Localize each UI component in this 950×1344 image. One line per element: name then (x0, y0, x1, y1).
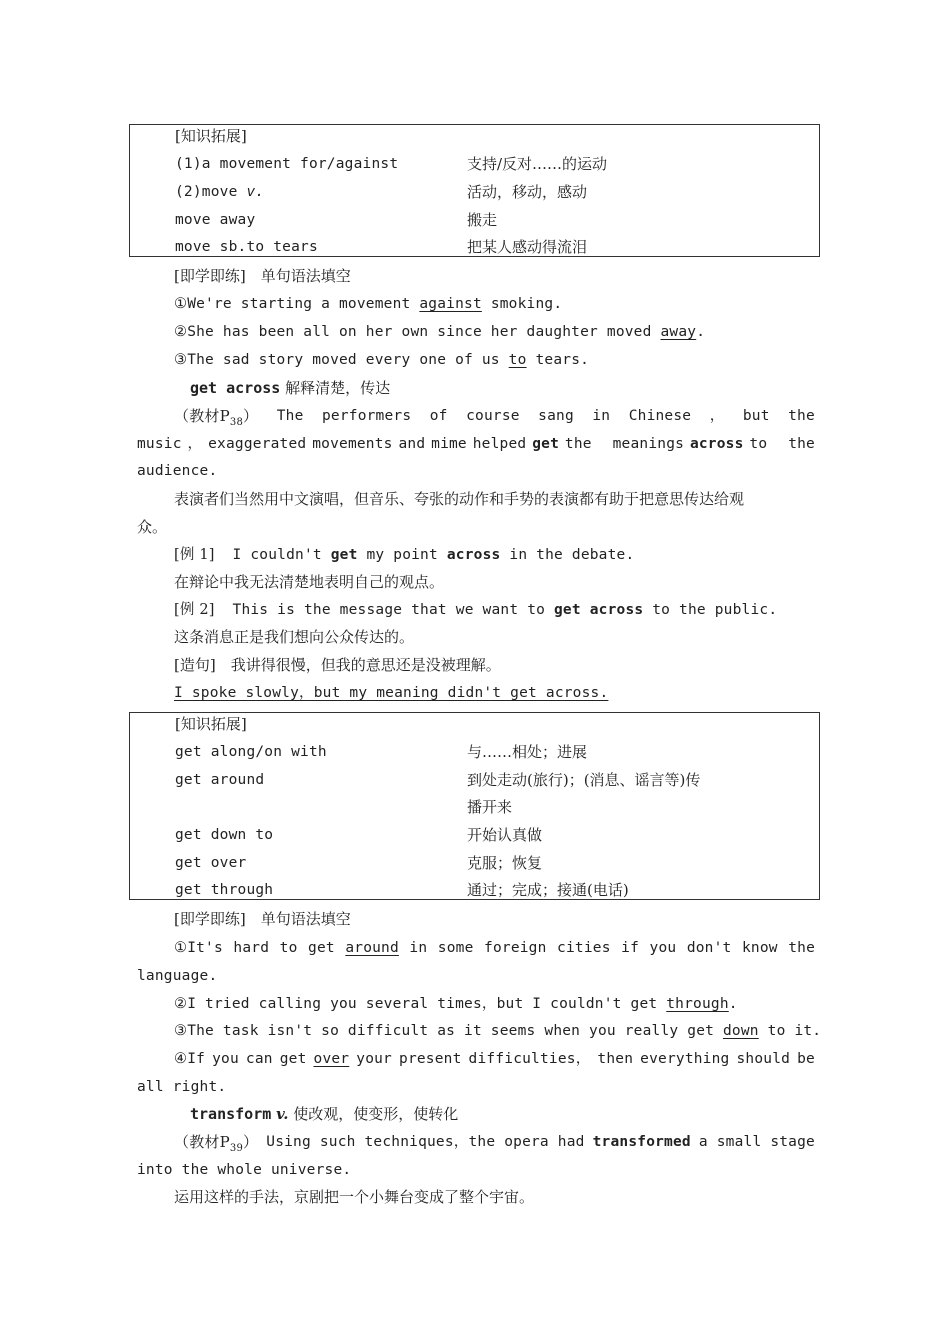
box-term (175, 178, 264, 206)
term-text: (2)move (175, 184, 247, 200)
entry-heading (190, 1100, 868, 1128)
keyword: get across (554, 602, 644, 618)
word: some (437, 940, 474, 956)
word: you (649, 940, 677, 956)
source-sentence-line (137, 430, 815, 458)
item-text: to it. (758, 1023, 822, 1039)
keyword: get (330, 547, 358, 563)
translation: 众。 (137, 518, 168, 536)
keyword: across (446, 547, 501, 563)
practice-item (174, 290, 815, 318)
word: the meanings (564, 436, 685, 452)
word: helped (472, 436, 527, 452)
item-text: tears. (526, 352, 590, 368)
text: my point (357, 547, 447, 563)
answer-blank: around (345, 940, 399, 956)
text: to the public. (643, 602, 778, 618)
practice-item (174, 346, 815, 374)
make-label: [造句] (174, 656, 216, 674)
box-term: get over (175, 855, 247, 871)
box-term: get down to (175, 827, 274, 843)
keyword: get (532, 436, 560, 452)
word: course (466, 408, 520, 424)
word: to (279, 940, 298, 956)
word: hard (233, 940, 270, 956)
word: ， (709, 408, 725, 424)
text: Using such techniques，the opera had (266, 1134, 585, 1150)
example-sentence (174, 541, 815, 569)
box-meaning: 开始认真做 (467, 826, 543, 844)
practice-title: [即学即练] 单句语法填空 (174, 910, 351, 928)
box-term: get through (175, 882, 274, 898)
practice-item (174, 990, 815, 1018)
text: I couldn't (214, 547, 331, 563)
word: you (212, 1051, 239, 1067)
answer-blank: away (660, 324, 697, 340)
keyword: across (689, 436, 744, 452)
word: Chinese (628, 408, 692, 424)
box-term: (1)a movement for/against (175, 156, 399, 172)
practice-item (174, 1045, 815, 1073)
answer-blank: through (666, 996, 729, 1012)
answer-blank: against (419, 296, 482, 312)
practice-title: [即学即练] 单句语法填空 (174, 267, 351, 285)
word: movements (312, 436, 393, 452)
example-translation: 在辩论中我无法清楚地表明自己的观点。 (174, 573, 445, 591)
word: exaggerated (208, 436, 307, 452)
translation: 运用这样的手法，京剧把一个小舞台变成了整个宇宙。 (174, 1188, 535, 1206)
make-answer: I spoke slowly，but my meaning didn't get across. (174, 685, 609, 701)
text: This is the message that we want to (214, 602, 554, 618)
practice-item-continued: all right. (137, 1079, 227, 1095)
knowledge-box-1 (129, 124, 820, 257)
box-meaning: 把某人感动得流泪 (467, 238, 588, 256)
word: and (398, 436, 426, 452)
item-text: ②I tried calling you several times，but I couldn't get (174, 996, 667, 1012)
word: to the (749, 436, 815, 452)
practice-item-continued: language. (137, 968, 218, 984)
box-meaning: 搬走 (467, 211, 498, 229)
box-title: [知识拓展] (175, 127, 247, 145)
word: of (429, 408, 448, 424)
item-text: . (696, 324, 706, 340)
translation: 表演者们当然用中文演唱，但音乐、夸张的动作和手势的表演都有助于把意思传达给观 (174, 490, 745, 508)
text: in the debate. (500, 547, 635, 563)
word: present (399, 1051, 462, 1067)
make-sentence (174, 651, 815, 679)
word: cities (557, 940, 611, 956)
source-sentence-line: audience. (137, 463, 218, 479)
word: ④If (174, 1051, 206, 1067)
box-term: get along/on with (175, 744, 327, 760)
word: should (736, 1051, 791, 1067)
text: a small stage (698, 1134, 815, 1150)
headword: get across (190, 379, 281, 397)
part-of-speech: v. (276, 1105, 289, 1123)
box-meaning: 通过；完成；接通(电话) (467, 881, 629, 899)
example-label: [例 1] (174, 547, 215, 563)
source-label: （教材$P_{39}$） (174, 1133, 259, 1154)
word: music (137, 436, 182, 452)
source-sentence-line: into the whole universe. (137, 1162, 352, 1178)
word: know (741, 940, 778, 956)
box-meaning: 活动，移动，感动 (467, 183, 588, 201)
word: your (356, 1051, 392, 1067)
word: in (592, 408, 611, 424)
example-label: [例 2] (174, 602, 215, 618)
word: then (597, 1051, 634, 1067)
answer-blank: down (722, 1023, 759, 1039)
example-sentence (174, 596, 815, 624)
word: everything (640, 1051, 730, 1067)
example-translation: 这条消息正是我们想向公众传达的。 (174, 628, 415, 646)
practice-item (174, 318, 815, 346)
word: mime (431, 436, 467, 452)
word: the (788, 940, 815, 956)
item-text: ③The task isn't so difficult as it seems when you really get (174, 1023, 723, 1039)
box-meaning: 到处走动(旅行)；(消息、谣言等)传 (467, 771, 701, 789)
answer-blank: over (313, 1051, 350, 1067)
word: difficulties， (468, 1051, 591, 1067)
word: sang (538, 408, 574, 424)
item-text: ①We're starting a movement (174, 296, 420, 312)
part-of-speech: v. (246, 184, 265, 200)
headword-meaning: 使改观，使变形，使转化 (288, 1105, 459, 1123)
practice-item (174, 1017, 822, 1045)
item-text: . (728, 996, 738, 1012)
box-title: [知识拓展] (175, 715, 247, 733)
item-text: ②She has been all on her own since her daughter moved (174, 324, 661, 340)
box-term: move away (175, 212, 256, 228)
practice-item (174, 934, 815, 962)
word: but (742, 408, 770, 424)
box-meaning: 播开来 (467, 798, 513, 816)
word: if (621, 940, 640, 956)
item-text: ③The sad story moved every one of us (174, 352, 509, 368)
box-term: get around (175, 772, 265, 788)
knowledge-box-2 (129, 712, 820, 900)
box-meaning: 与……相处；进展 (467, 743, 588, 761)
word: don't (686, 940, 732, 956)
box-meaning: 支持/反对……的运动 (467, 155, 608, 173)
box-meaning: 克服；恢复 (467, 854, 543, 872)
word: ①It's (174, 940, 223, 956)
make-prompt: 我讲得很慢，但我的意思还是没被理解。 (215, 656, 501, 674)
word: the (788, 408, 815, 424)
item-text: smoking. (481, 296, 563, 312)
word: ， (187, 436, 203, 452)
word: in (409, 940, 428, 956)
word: performers (321, 408, 412, 424)
entry-heading (190, 374, 868, 402)
word: The (276, 408, 304, 424)
headword: transform (190, 1105, 272, 1123)
word: get (308, 940, 335, 956)
source-label: （教材$P_{38}$） (174, 407, 259, 428)
word: be (797, 1051, 815, 1067)
word: foreign (484, 940, 547, 956)
word: can (245, 1051, 273, 1067)
answer-blank: to (508, 352, 527, 368)
word: get (279, 1051, 307, 1067)
box-term: move sb.to tears (175, 239, 318, 255)
keyword: transformed (592, 1134, 691, 1150)
headword-meaning: 解释清楚，传达 (280, 379, 391, 397)
